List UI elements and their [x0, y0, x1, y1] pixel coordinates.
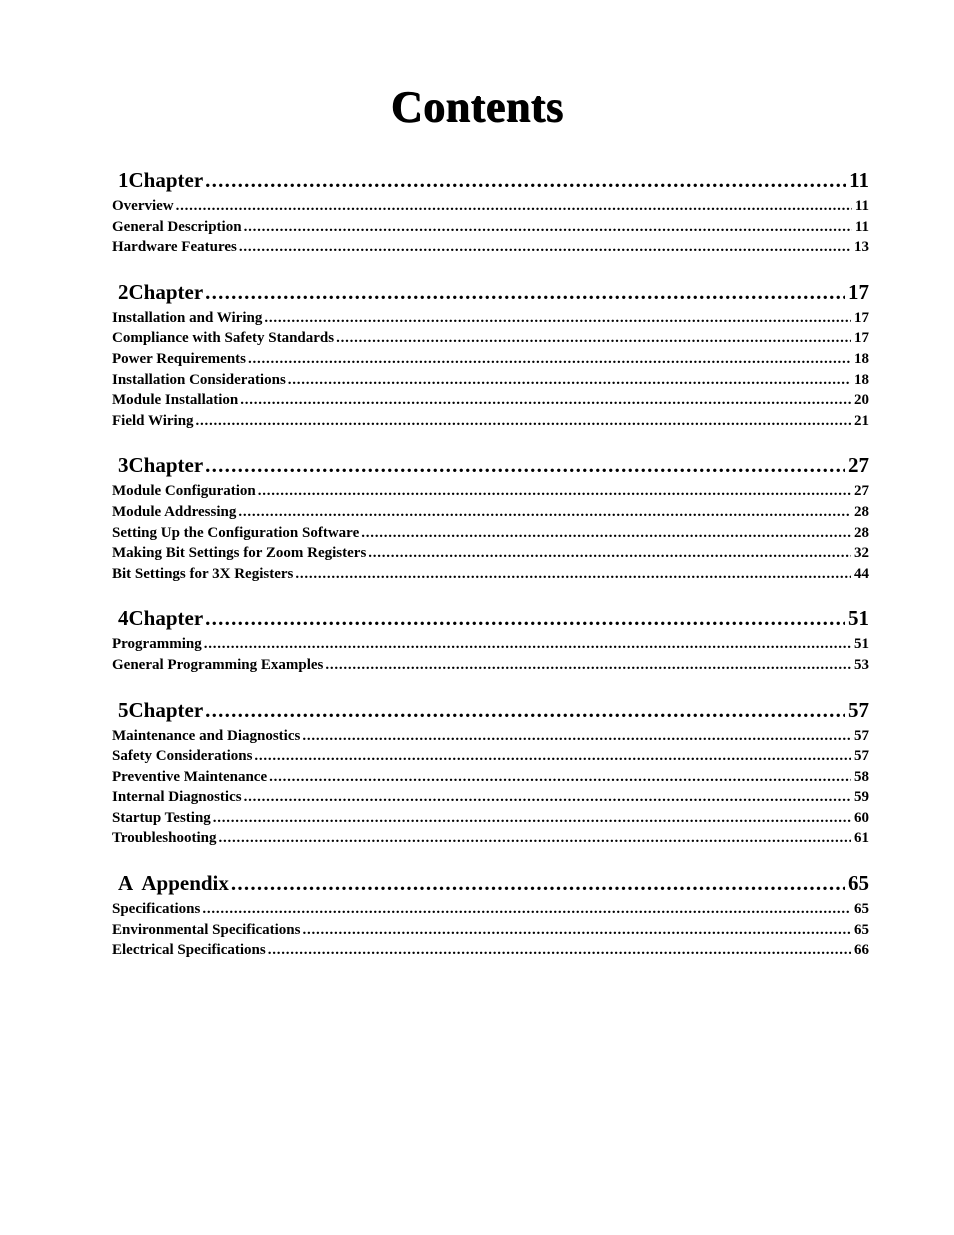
entry-label: Environmental Specifications [112, 921, 301, 938]
dot-leader [176, 196, 852, 217]
toc-entry[interactable] [112, 940, 869, 961]
dot-leader [361, 523, 851, 544]
entry-label: Field Wiring [112, 412, 194, 429]
entry-label: Preventive Maintenance [112, 768, 268, 785]
toc-entry[interactable] [112, 767, 869, 788]
entry-label: General Description [112, 218, 242, 235]
toc-entry[interactable] [112, 370, 869, 391]
page-number: 27 [854, 483, 869, 500]
entry-label: Maintenance and Diagnostics [112, 727, 301, 744]
page-number: 18 [854, 371, 869, 388]
toc-entry[interactable] [112, 787, 869, 808]
entry-label: Module Configuration [112, 483, 256, 500]
dot-leader [244, 217, 852, 238]
entry-label: Module Addressing [112, 503, 237, 520]
page-number: 58 [854, 768, 869, 785]
page-number: 21 [854, 412, 869, 429]
toc-entry[interactable] [112, 899, 869, 920]
dot-leader [336, 328, 851, 349]
entry-label: Hardware Features [112, 239, 237, 256]
toc-entry[interactable] [112, 237, 869, 258]
page-number: 28 [854, 524, 869, 541]
dot-leader [295, 564, 851, 585]
entry-label: Programming [112, 636, 202, 653]
page-number: 57 [848, 697, 869, 722]
page-number: 61 [854, 830, 869, 847]
toc-chapter-1 [112, 166, 869, 258]
dot-leader [239, 237, 851, 258]
page-number: 66 [854, 942, 869, 959]
chapter-label: 3Chapter [118, 453, 204, 478]
dot-leader [288, 370, 851, 391]
chapter-label: 1Chapter [118, 168, 204, 192]
toc-chapter-entry[interactable] [112, 166, 869, 194]
page-title: Contents [390, 82, 564, 131]
entry-label: General Programming Examples [112, 656, 324, 673]
toc-entry[interactable] [112, 634, 869, 655]
toc-entry[interactable] [112, 523, 869, 544]
entry-label: Electrical Specifications [112, 942, 266, 959]
page-number: 53 [854, 656, 869, 673]
page-number: 51 [854, 636, 869, 653]
entry-label: Installation Considerations [112, 371, 286, 388]
dot-leader [325, 655, 851, 676]
page-number: 27 [848, 453, 869, 478]
dot-leader [205, 166, 846, 194]
dot-leader [244, 787, 851, 808]
page-number: 17 [848, 279, 869, 304]
page-number: 17 [854, 330, 869, 347]
toc-entry[interactable] [112, 217, 869, 238]
dot-leader [240, 390, 851, 411]
dot-leader [302, 920, 851, 941]
toc-entry[interactable] [112, 481, 869, 502]
toc-entry[interactable] [112, 308, 869, 329]
entry-label: Overview [112, 198, 174, 214]
page-number: 51 [848, 606, 869, 631]
page-number: 28 [854, 503, 869, 520]
toc-entry[interactable] [112, 564, 869, 585]
entry-label: Making Bit Settings for Zoom Registers [112, 545, 367, 562]
page-number: 18 [854, 350, 869, 367]
chapter-label: A Appendix [118, 871, 229, 896]
dot-leader [231, 869, 845, 897]
page-number: 17 [854, 309, 869, 326]
dot-leader [205, 451, 845, 479]
dot-leader [268, 940, 851, 961]
dot-leader [213, 808, 851, 829]
dot-leader [302, 726, 851, 747]
page-number: 11 [854, 198, 869, 214]
entry-label: Internal Diagnostics [112, 789, 242, 806]
toc-entry[interactable] [112, 411, 869, 432]
toc-entry[interactable] [112, 920, 869, 941]
page-number: 20 [854, 392, 869, 409]
page-number: 57 [854, 748, 869, 765]
toc-entry[interactable] [112, 349, 869, 370]
entry-label: Compliance with Safety Standards [112, 330, 335, 347]
entry-label: Setting Up the Configuration Software [112, 524, 360, 541]
toc-entry[interactable] [112, 726, 869, 747]
toc-chapter-entry[interactable] [112, 278, 869, 306]
page-number: 65 [848, 871, 869, 896]
dot-leader [205, 278, 845, 306]
dot-leader [368, 543, 851, 564]
entry-label: Bit Settings for 3X Registers [112, 565, 294, 582]
chapter-label: 4Chapter [118, 606, 204, 631]
page-number: 11 [849, 168, 869, 192]
page-number: 60 [854, 809, 869, 826]
toc-entry[interactable] [112, 543, 869, 564]
toc-chapter-entry[interactable] [112, 451, 869, 479]
dot-leader [258, 481, 851, 502]
dot-leader [202, 899, 851, 920]
dot-leader [254, 746, 851, 767]
toc-chapter-entry[interactable] [112, 696, 869, 724]
toc-entry[interactable] [112, 655, 869, 676]
toc-entry[interactable] [112, 808, 869, 829]
page-number: 11 [854, 218, 869, 235]
toc-chapter-2 [112, 278, 869, 432]
chapter-label: 2Chapter [118, 279, 204, 304]
dot-leader [204, 634, 851, 655]
page-number: 44 [854, 565, 869, 582]
dot-leader [238, 502, 851, 523]
toc-chapter-5 [112, 696, 869, 850]
entry-label: Specifications [112, 901, 201, 918]
toc-appendix-a [112, 869, 869, 961]
entry-label: Safety Considerations [112, 748, 253, 765]
toc-entry[interactable] [112, 328, 869, 349]
toc-chapter-3 [112, 451, 869, 584]
toc-entry[interactable] [112, 390, 869, 411]
entry-label: Startup Testing [112, 809, 211, 826]
dot-leader [269, 767, 851, 788]
entry-label: Power Requirements [112, 350, 247, 367]
toc-chapter-entry[interactable] [112, 869, 869, 897]
page-number: 65 [854, 921, 869, 938]
page-number: 32 [854, 545, 869, 562]
toc-entry[interactable] [112, 746, 869, 767]
chapter-label: 5Chapter [118, 697, 204, 722]
dot-leader [218, 828, 851, 849]
entry-label: Module Installation [112, 392, 239, 409]
entry-label: Installation and Wiring [112, 309, 263, 326]
toc-entry[interactable] [112, 828, 869, 849]
page-number: 65 [854, 901, 869, 918]
dot-leader [264, 308, 851, 329]
dot-leader [248, 349, 851, 370]
dot-leader [205, 604, 845, 632]
toc-chapter-4 [112, 604, 869, 675]
toc-chapter-entry[interactable] [112, 604, 869, 632]
page-number: 57 [854, 727, 869, 744]
entry-label: Troubleshooting [112, 830, 217, 847]
page-number: 59 [854, 789, 869, 806]
toc-entry[interactable] [112, 502, 869, 523]
toc-entry[interactable] [112, 196, 869, 217]
table-of-contents [112, 166, 869, 961]
page-number: 13 [854, 239, 869, 256]
dot-leader [205, 696, 845, 724]
dot-leader [196, 411, 851, 432]
